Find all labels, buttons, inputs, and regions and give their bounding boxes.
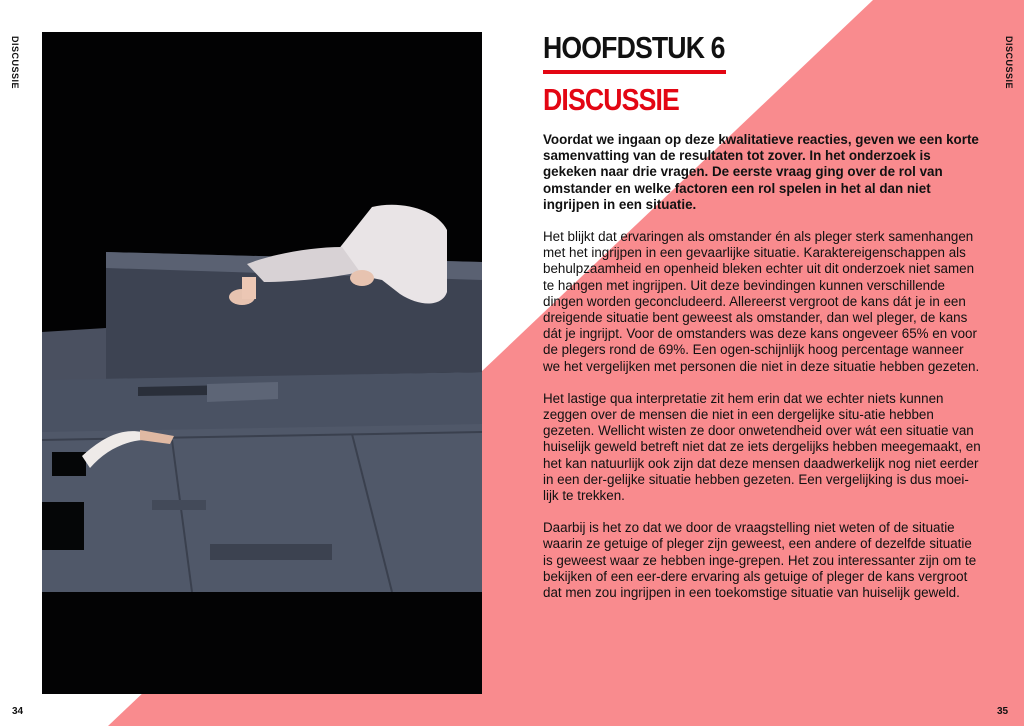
running-head-left: DISCUSSIE xyxy=(10,36,20,90)
page-number-left: 34 xyxy=(12,706,24,717)
stage-photo xyxy=(42,32,482,694)
paragraph: Daarbij is het zo dat we door de vraagstelling niet weten of de situatie waarin ze getuige of pleger zijn geweest, een andere of dezelfde situatie is geweest waar ze hebben inge-grepen. Het zou interessanter zijn om te bekijken of een eer-dere ervaring als getuige of pleger de kans vergroot dat men zou ingrijpen in een toekomstige situatie van huiselijk geweld. xyxy=(543,520,977,601)
paragraph: Het blijkt dat ervaringen als omstander én als pleger sterk samenhangen met het ingrijpen in een gevaarlijke situatie. Karaktereigenschappen als behulpzaamheid en openheid bleken echter uit dit onderzoek niet samen te hangen met ingrijpen. Uit deze bevindingen kunnen verschillende dingen worden geconcludeerd. Allereerst vergroot de kans dát je in een dreigende situatie bent geweest als omstander, dan wel pleger, de kans dát je ingrijpt. Voor de omstanders was deze kans ongeveer 65% en voor de plegers rond de 69%. Een ogen-schijnlijk hoog percentage wanneer we het vergelijken met personen die niet in deze situatie hebben gezeten. xyxy=(543,229,980,374)
chapter-title: DISCUSSIE xyxy=(543,82,679,117)
title-rule xyxy=(543,70,726,74)
chapter-label: HOOFDSTUK 6 xyxy=(543,30,725,65)
page-number-right: 35 xyxy=(997,706,1009,717)
running-head-right: DISCUSSIE xyxy=(1004,36,1014,90)
lead-paragraph: Voordat we ingaan op deze kwalitatieve reacties, geven we een korte samenvatting van de resultaten tot zover. In het onderzoek is gekeken naar drie vragen. De eerste vraag ging over de rol van omstander en welke factoren een rol spelen in het al dan niet ingrijpen in een situatie. xyxy=(543,132,979,212)
body-text xyxy=(543,132,983,617)
paragraph: Het lastige qua interpretatie zit hem erin dat we echter niets kunnen zeggen over de mensen die niet in een dergelijke situ-atie hebben gezeten. Wellicht wisten ze door onwetendheid over wát een situatie van huiselijk geweld betreft niet dat ze iets dergelijks hebben meegemaakt, en het kan natuurlijk ook zijn dat deze mensen daadwerkelijk nog niet eerder in een der-gelijke situatie hebben gezeten. Een vergelijking is dus moei-lijk te trekken. xyxy=(543,390,981,504)
